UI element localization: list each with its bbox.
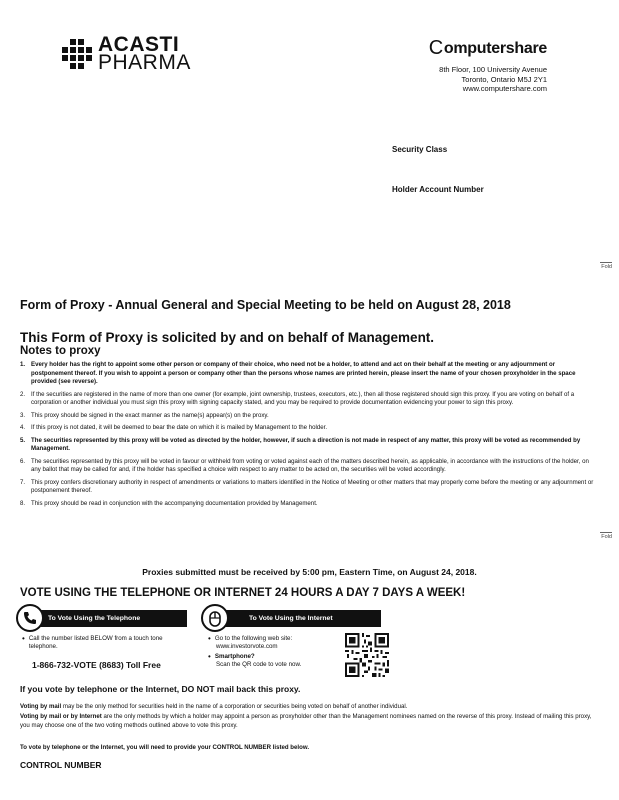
voting-by-mail-or-internet-note bbox=[20, 713, 598, 730]
voting-by-mail-text: may be the only method for securities held in the name of a corporation or securities being voted on behalf of another individual. bbox=[61, 703, 408, 710]
note-number: 7. bbox=[20, 478, 26, 486]
voting-by-mail-or-internet-text: are the only methods by which a holder may appoint a person as proxyholder other than the Management nominees named on the reverse of this proxy. Instead of mailing this proxy, you may choose one of the two voting methods outlined above to vote this proxy. bbox=[20, 713, 592, 729]
bullet-icon: • bbox=[22, 634, 25, 643]
address-line-2: Toronto, Ontario M5J 2Y1 bbox=[461, 74, 547, 84]
telephone-band-label: To Vote Using the Telephone bbox=[48, 615, 141, 622]
note-number: 5. bbox=[20, 436, 26, 444]
note-text: This proxy should be signed in the exact manner as the name(s) appear(s) on the proxy. bbox=[31, 411, 269, 419]
note-text: This proxy confers discretionary authority in respect of amendments or variations to matters identified in the Notice of Meeting or other matters that may properly come before the meeting or any adjournment or postponement thereof. bbox=[31, 478, 594, 494]
note-number: 3. bbox=[20, 411, 26, 419]
fold-line-bottom bbox=[600, 532, 612, 533]
note-number: 6. bbox=[20, 457, 26, 465]
proxy-deadline: Proxies submitted must be received by 5:00 pm, Eastern Time, on August 24, 2018. bbox=[142, 567, 477, 577]
internet-url[interactable]: www.investorvote.com bbox=[216, 643, 278, 650]
note-number: 4. bbox=[20, 424, 26, 431]
fold-label-bottom: Fold bbox=[601, 534, 612, 540]
voting-by-mail-note bbox=[20, 703, 598, 712]
note-item bbox=[20, 458, 598, 475]
note-text: If this proxy is not dated, it will be deemed to bear the date on which it is mailed by Management to the holder. bbox=[31, 424, 328, 431]
telephone-instruction-text: Call the number listed BELOW from a touch tone telephone. bbox=[28, 635, 163, 650]
address-line-3: www.computershare.com bbox=[462, 84, 547, 93]
computershare-wordmark: omputershare bbox=[443, 39, 547, 57]
security-class-label: Security Class bbox=[392, 145, 448, 154]
telephone-number: 1-866-732-VOTE (8683) Toll Free bbox=[32, 660, 161, 670]
note-text: This proxy should be read in conjunction with the accompanying documentation provided by Management. bbox=[31, 499, 318, 507]
internet-instruction-text: Go to the following web site: bbox=[214, 635, 293, 642]
fold-line-top bbox=[600, 262, 612, 263]
bullet-icon: • bbox=[208, 634, 211, 643]
company-name-line2: PHARMA bbox=[98, 51, 191, 74]
note-item bbox=[20, 500, 598, 509]
note-item bbox=[20, 424, 598, 433]
internet-band-label: To Vote Using the Internet bbox=[249, 615, 333, 622]
voting-by-mail-label: Voting by mail bbox=[20, 703, 62, 710]
voting-by-mail-or-internet-label: Voting by mail or by Internet bbox=[20, 713, 102, 720]
logo-dots-icon bbox=[62, 39, 92, 69]
control-number-label: CONTROL NUMBER bbox=[20, 760, 102, 770]
note-item bbox=[20, 412, 598, 421]
note-item bbox=[20, 361, 598, 387]
computershare-logo bbox=[429, 37, 547, 60]
agent-address bbox=[439, 65, 547, 94]
holder-account-label: Holder Account Number bbox=[392, 185, 484, 194]
note-item bbox=[20, 479, 598, 496]
note-text: The securities represented by this proxy will be voted as directed by the holder, however, if such a direction is not made in respect of any matter, this proxy will be voted as recommended by Management. bbox=[31, 436, 581, 452]
note-item bbox=[20, 391, 598, 408]
form-title: Form of Proxy - Annual General and Special Meeting to be held on August 28, 2018 bbox=[20, 298, 511, 312]
solicitation-title: This Form of Proxy is solicited by and on behalf of Management. bbox=[20, 330, 435, 345]
do-not-mail-warning: If you vote by telephone or the Internet, DO NOT mail back this proxy. bbox=[20, 684, 301, 694]
smartphone-label: Smartphone? bbox=[214, 653, 255, 660]
note-text: The securities represented by this proxy will be voted in favour or withheld from voting or voted against each of the matters described herein, as applicable, in accordance with the instructions of the holder, on any ballot that may be called for and, if the holder has specified a choice with respect to any matter to be acted on, the securities will be voted accordingly. bbox=[31, 457, 589, 473]
bullet-icon: • bbox=[208, 652, 211, 661]
address-line-1: 8th Floor, 100 University Avenue bbox=[439, 65, 547, 74]
internet-band bbox=[205, 610, 381, 627]
note-text: If the securities are registered in the name of more than one owner (for example, joint ownership, trustees, executors, etc.), then all those registered should sign this proxy. If you are voting on behalf of a corporation or another individual you must sign this proxy with signing capacity stated, and you may be required to provide documentation evidencing your power to sign this proxy. bbox=[31, 390, 575, 406]
note-item bbox=[20, 437, 598, 454]
fold-label-top: Fold bbox=[601, 264, 612, 270]
telephone-instruction bbox=[22, 635, 187, 651]
telephone-icon bbox=[16, 604, 44, 632]
mouse-icon bbox=[201, 604, 229, 632]
note-number: 1. bbox=[20, 361, 26, 368]
note-number: 2. bbox=[20, 390, 26, 398]
internet-instruction bbox=[208, 635, 338, 669]
computershare-c-glyph: C bbox=[428, 37, 443, 59]
notes-list bbox=[20, 361, 598, 512]
note-text: Every holder has the right to appoint some other person or company of their choice, who need not be a holder, to attend and act on their behalf at the meeting or any adjournment or postponement thereof. If you wish to appoint a person or company other than the persons whose names are printed herein, please insert the name of your chosen proxyholder in the space provided (see reverse). bbox=[31, 361, 576, 385]
qr-code-icon[interactable] bbox=[345, 633, 389, 677]
telephone-band bbox=[20, 610, 187, 627]
acasti-logo bbox=[62, 33, 191, 74]
note-number: 8. bbox=[20, 499, 26, 507]
vote-heading: VOTE USING THE TELEPHONE OR INTERNET 24 HOURS A DAY 7 DAYS A WEEK! bbox=[20, 587, 466, 599]
company-name-line1: ACASTI bbox=[98, 33, 180, 56]
smartphone-text: Scan the QR code to vote now. bbox=[216, 661, 302, 668]
control-number-note: To vote by telephone or the Internet, you will need to provide your CONTROL NUMBER listed below. bbox=[20, 744, 310, 751]
notes-heading: Notes to proxy bbox=[20, 345, 101, 357]
